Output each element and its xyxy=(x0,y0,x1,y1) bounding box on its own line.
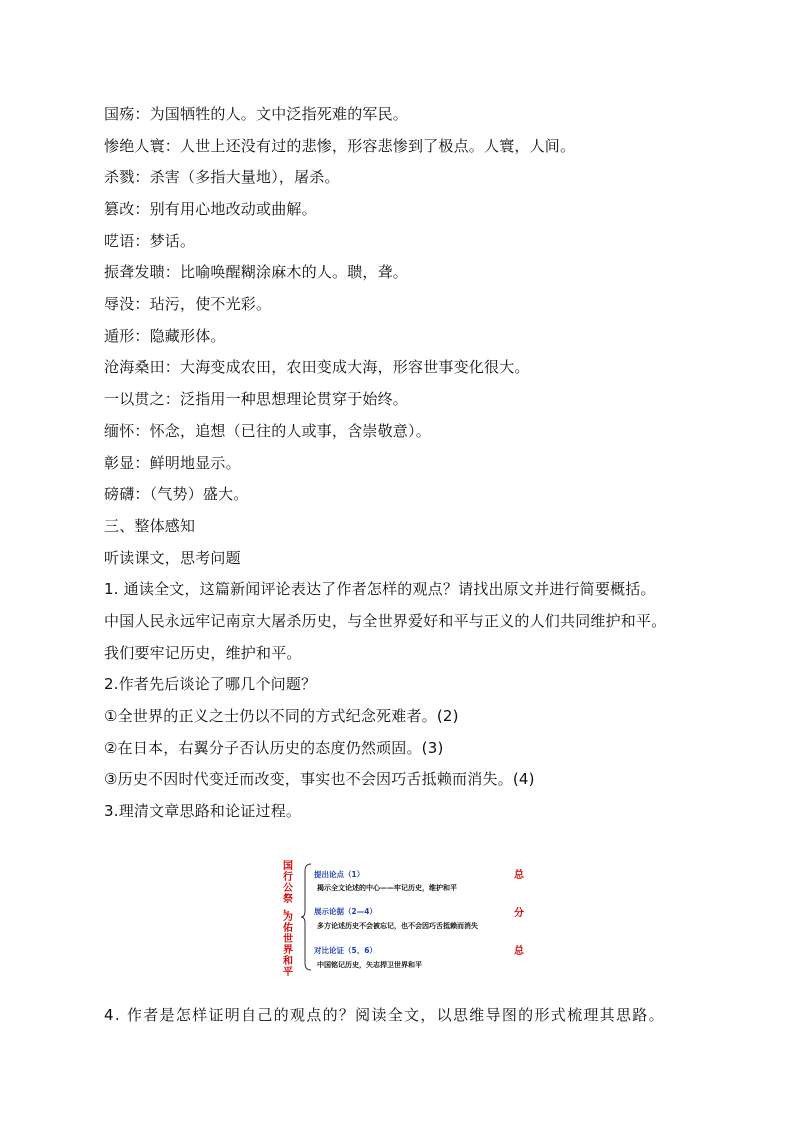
answer-2-item-2: ②在日本，右翼分子否认历史的态度仍然顽固。(3) xyxy=(104,739,444,757)
section-desc-evidence: 多方论述历史不会被忘记，也不会因巧舌抵赖而消失 xyxy=(317,922,478,930)
diagram-title xyxy=(282,861,294,978)
section-title: 三、整体感知 xyxy=(104,517,196,535)
question-4: 4. 作者是怎样证明自己的观点的？阅读全文，以思维导图的形式梳理其思路。 xyxy=(104,1006,665,1024)
mark-general-2: 总 xyxy=(514,946,524,957)
answer-1-line-2: 我们要牢记历史，维护和平。 xyxy=(104,644,302,662)
answer-1-line-1: 中国人民永远牢记南京大屠杀历史，与全世界爱好和平与正义的人们共同维护和平。 xyxy=(104,612,667,630)
vocab-dunxing: 遁形：隐藏形体。 xyxy=(104,327,226,345)
diagram-title-char: 祭 xyxy=(283,894,293,905)
section-label-thesis: 提出论点（1） xyxy=(314,870,365,879)
vocab-pangbo: 磅礴：（气势）盛大。 xyxy=(104,485,249,503)
vocab-zhangxian: 彰显：鲜明地显示。 xyxy=(104,454,241,472)
vocab-rumo: 辱没：玷污，使不光彩。 xyxy=(104,295,272,313)
mark-specific: 分 xyxy=(514,908,524,919)
diagram-title-char: 佑 xyxy=(283,923,293,934)
section-desc-thesis: 揭示全文论述的中心——牢记历史，维护和平 xyxy=(317,884,457,892)
structure-diagram xyxy=(282,861,528,978)
diagram-title-char: ， xyxy=(283,903,293,914)
vocab-canghaisangtian: 沧海桑田：大海变成农田，农田变成大海，形容世事变化很大。 xyxy=(104,358,530,376)
question-3: 3.理清文章思路和论证过程。 xyxy=(104,802,302,820)
section-desc-contrast: 中国铭记历史，矢志捍卫世界和平 xyxy=(317,961,422,969)
answer-2-item-1: ①全世界的正义之士仍以不同的方式纪念死难者。(2) xyxy=(104,707,459,725)
diagram-title-char: 界 xyxy=(283,945,293,956)
diagram-title-char: 和 xyxy=(283,956,293,967)
section-label-evidence: 展示论据（2—4） xyxy=(314,907,377,916)
answer-2-item-3: ③历史不因时代变迁而改变，事实也不会因巧舌抵赖而消失。(4) xyxy=(104,770,535,788)
vocab-canjuerenhuan: 惨绝人寰：人世上还没有过的悲惨，形容悲惨到了极点。人寰，人间。 xyxy=(104,137,576,155)
mark-general-1: 总 xyxy=(514,870,524,881)
intro-text: 听读课文，思考问题 xyxy=(104,549,241,567)
vocab-yiyu: 呓语：梦话。 xyxy=(104,232,196,250)
diagram-title-char: 平 xyxy=(283,967,293,978)
vocab-shalu: 杀戮：杀害（多指大量地），屠杀。 xyxy=(104,168,340,186)
vocab-cuangai: 篡改：别有用心地改动或曲解。 xyxy=(104,200,317,218)
vocab-yiyiguanzhi: 一以贯之：泛指用一种思想理论贯穿于始终。 xyxy=(104,390,409,408)
diagram-title-char: 行 xyxy=(283,872,293,883)
question-2: 2.作者先后谈论了哪几个问题？ xyxy=(104,675,317,693)
vocab-guoshang: 国殇：为国牺牲的人。文中泛指死难的军民。 xyxy=(104,105,409,123)
vocab-mianhuai: 缅怀：怀念，追想（已往的人或事，含崇敬意）。 xyxy=(104,422,431,440)
question-1: 1. 通读全文，这篇新闻评论表达了作者怎样的观点？请找出原文并进行简要概括。 xyxy=(104,580,656,598)
diagram-title-char: 公 xyxy=(283,883,293,894)
section-label-contrast: 对比论证（5、6） xyxy=(314,946,377,955)
diagram-title-char: 为 xyxy=(283,912,293,923)
brace-bracket xyxy=(300,863,312,971)
diagram-title-char: 国 xyxy=(283,861,293,872)
diagram-title-char: 世 xyxy=(283,934,293,945)
vocab-zhenlongfakui: 振聋发聩：比喻唤醒糊涂麻木的人。聩，聋。 xyxy=(104,263,409,281)
